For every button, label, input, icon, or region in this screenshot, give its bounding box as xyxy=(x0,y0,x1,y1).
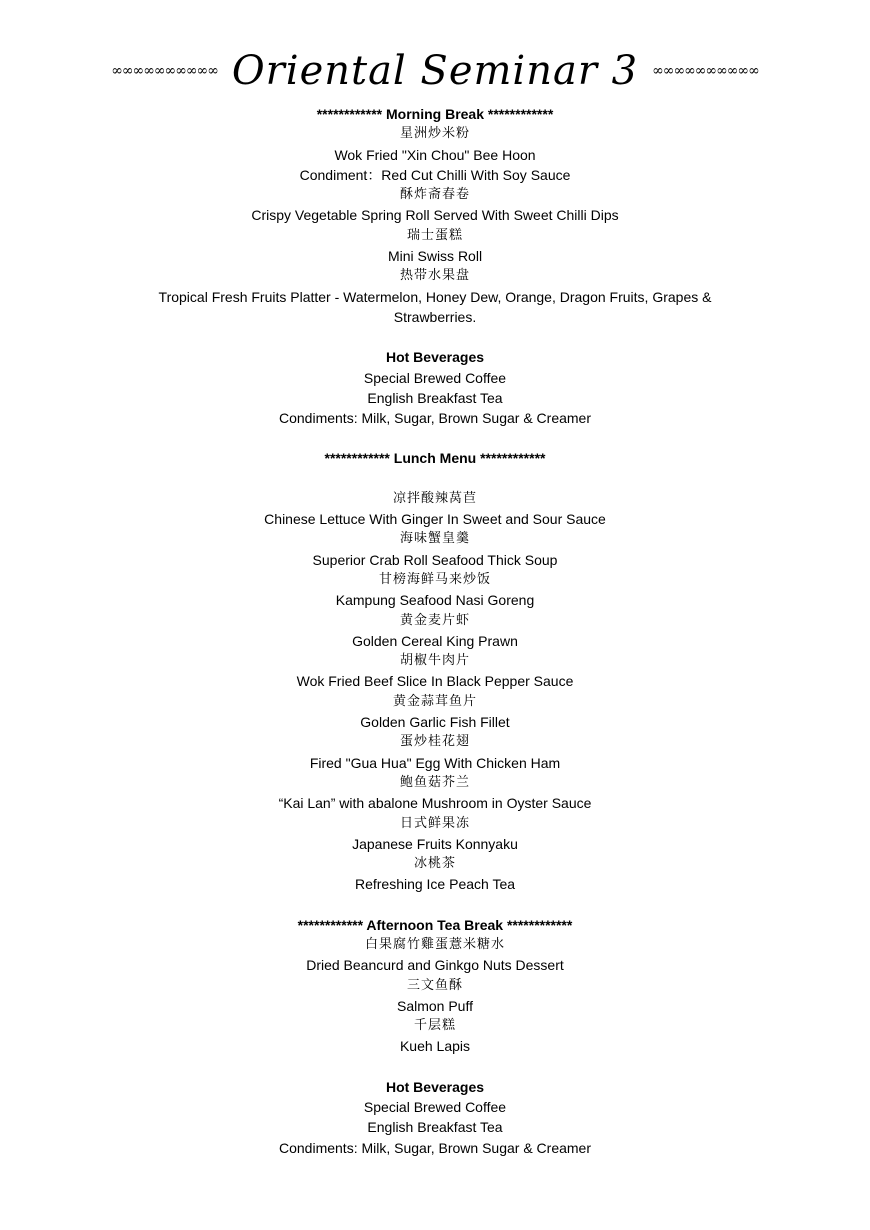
menu-item-chinese: 冰桃茶 xyxy=(413,856,456,872)
beverage-item: Special Brewed Coffee xyxy=(363,369,507,386)
afternoon-tea-heading: ************ Afternoon Tea Break ************ xyxy=(297,916,573,933)
menu-item-chinese: 海味蟹皇羹 xyxy=(399,531,470,547)
menu-item-english: Tropical Fresh Fruits Platter - Watermelon, Honey Dew, Orange, Dragon Fruits, Grapes & Strawberries. xyxy=(158,288,712,325)
menu-item-english: Salmon Puff xyxy=(396,997,473,1014)
title-flourish-left: ∞∞∞∞∞∞∞∞∞∞ xyxy=(111,63,218,79)
hot-beverages-heading: Hot Beverages xyxy=(385,349,485,366)
menu-item-chinese: 星洲炒米粉 xyxy=(399,126,470,142)
section-spacer xyxy=(0,327,870,347)
menu-item-english: Golden Garlic Fish Fillet xyxy=(360,714,510,731)
menu-item-chinese: 凉拌酸辣莴苣 xyxy=(392,490,477,506)
menu-item-chinese: 日式鲜果冻 xyxy=(399,815,470,831)
menu-item-english: Refreshing Ice Peach Tea xyxy=(354,876,516,893)
menu-item-chinese: 鲍鱼菇芥兰 xyxy=(399,774,470,790)
menu-item-english: Wok Fried Beef Slice In Black Pepper Sauce xyxy=(296,673,574,690)
beverage-item: Special Brewed Coffee xyxy=(363,1099,507,1116)
menu-item-chinese: 白果腐竹雞蛋薏米糖水 xyxy=(364,936,505,952)
section-spacer xyxy=(0,1057,870,1077)
menu-item-english: Japanese Fruits Konnyaku xyxy=(352,835,518,852)
menu-item-english: Chinese Lettuce With Ginger In Sweet and Sour Sauce xyxy=(264,511,606,528)
menu-item-english: Fired "Gua Hua" Egg With Chicken Ham xyxy=(309,754,561,771)
menu-item-chinese: 蛋炒桂花翅 xyxy=(399,734,470,750)
menu-item-chinese: 千层糕 xyxy=(413,1018,456,1034)
hot-beverages-heading: Hot Beverages xyxy=(385,1078,485,1095)
section-spacer xyxy=(0,428,870,448)
menu-item-chinese: 胡椒牛肉片 xyxy=(399,653,470,669)
menu-item-english: Kueh Lapis xyxy=(399,1038,471,1055)
menu-item-english: Dried Beancurd and Ginkgo Nuts Dessert xyxy=(306,957,564,974)
menu-item-chinese: 瑞士蛋糕 xyxy=(406,227,463,243)
menu-item-english: Kampung Seafood Nasi Goreng xyxy=(335,592,535,609)
menu-item-english: Mini Swiss Roll xyxy=(387,248,483,265)
menu-item-condiment: Condiment：Red Cut Chilli With Soy Sauce xyxy=(299,166,571,183)
morning-break-heading: ************ Morning Break ************ xyxy=(316,106,554,122)
beverage-item: English Breakfast Tea xyxy=(367,1119,503,1136)
menu-item-chinese: 黄金麦片虾 xyxy=(399,612,470,628)
menu-item-chinese: 酥炸斋春卷 xyxy=(399,187,470,203)
menu-item-english: Wok Fried "Xin Chou" Bee Hoon xyxy=(334,146,536,163)
lunch-menu-heading: ************ Lunch Menu ************ xyxy=(324,450,546,467)
menu-item-english: “Kai Lan” with abalone Mushroom in Oyster Sauce xyxy=(278,795,592,812)
menu-item-chinese: 热带水果盘 xyxy=(399,268,470,284)
section-spacer xyxy=(0,469,870,489)
menu-item-chinese: 三文鱼酥 xyxy=(406,977,463,993)
beverage-item: English Breakfast Tea xyxy=(367,389,503,406)
beverage-condiments: Condiments: Milk, Sugar, Brown Sugar & Creamer xyxy=(278,410,591,427)
menu-body xyxy=(0,104,870,1158)
menu-item-english: Superior Crab Roll Seafood Thick Soup xyxy=(312,551,558,568)
menu-item-chinese: 黄金蒜茸鱼片 xyxy=(392,693,477,709)
menu-item-english: Crispy Vegetable Spring Roll Served With Sweet Chilli Dips xyxy=(251,207,619,224)
title-flourish-right: ∞∞∞∞∞∞∞∞∞∞ xyxy=(652,63,759,79)
beverage-condiments: Condiments: Milk, Sugar, Brown Sugar & Creamer xyxy=(278,1139,591,1156)
document-title: Oriental Seminar 3 xyxy=(231,48,639,94)
menu-item-chinese: 甘榜海鲜马来炒饭 xyxy=(378,571,491,587)
menu-item-english: Golden Cereal King Prawn xyxy=(352,632,518,649)
document-title-row xyxy=(0,48,870,100)
section-spacer xyxy=(0,895,870,915)
